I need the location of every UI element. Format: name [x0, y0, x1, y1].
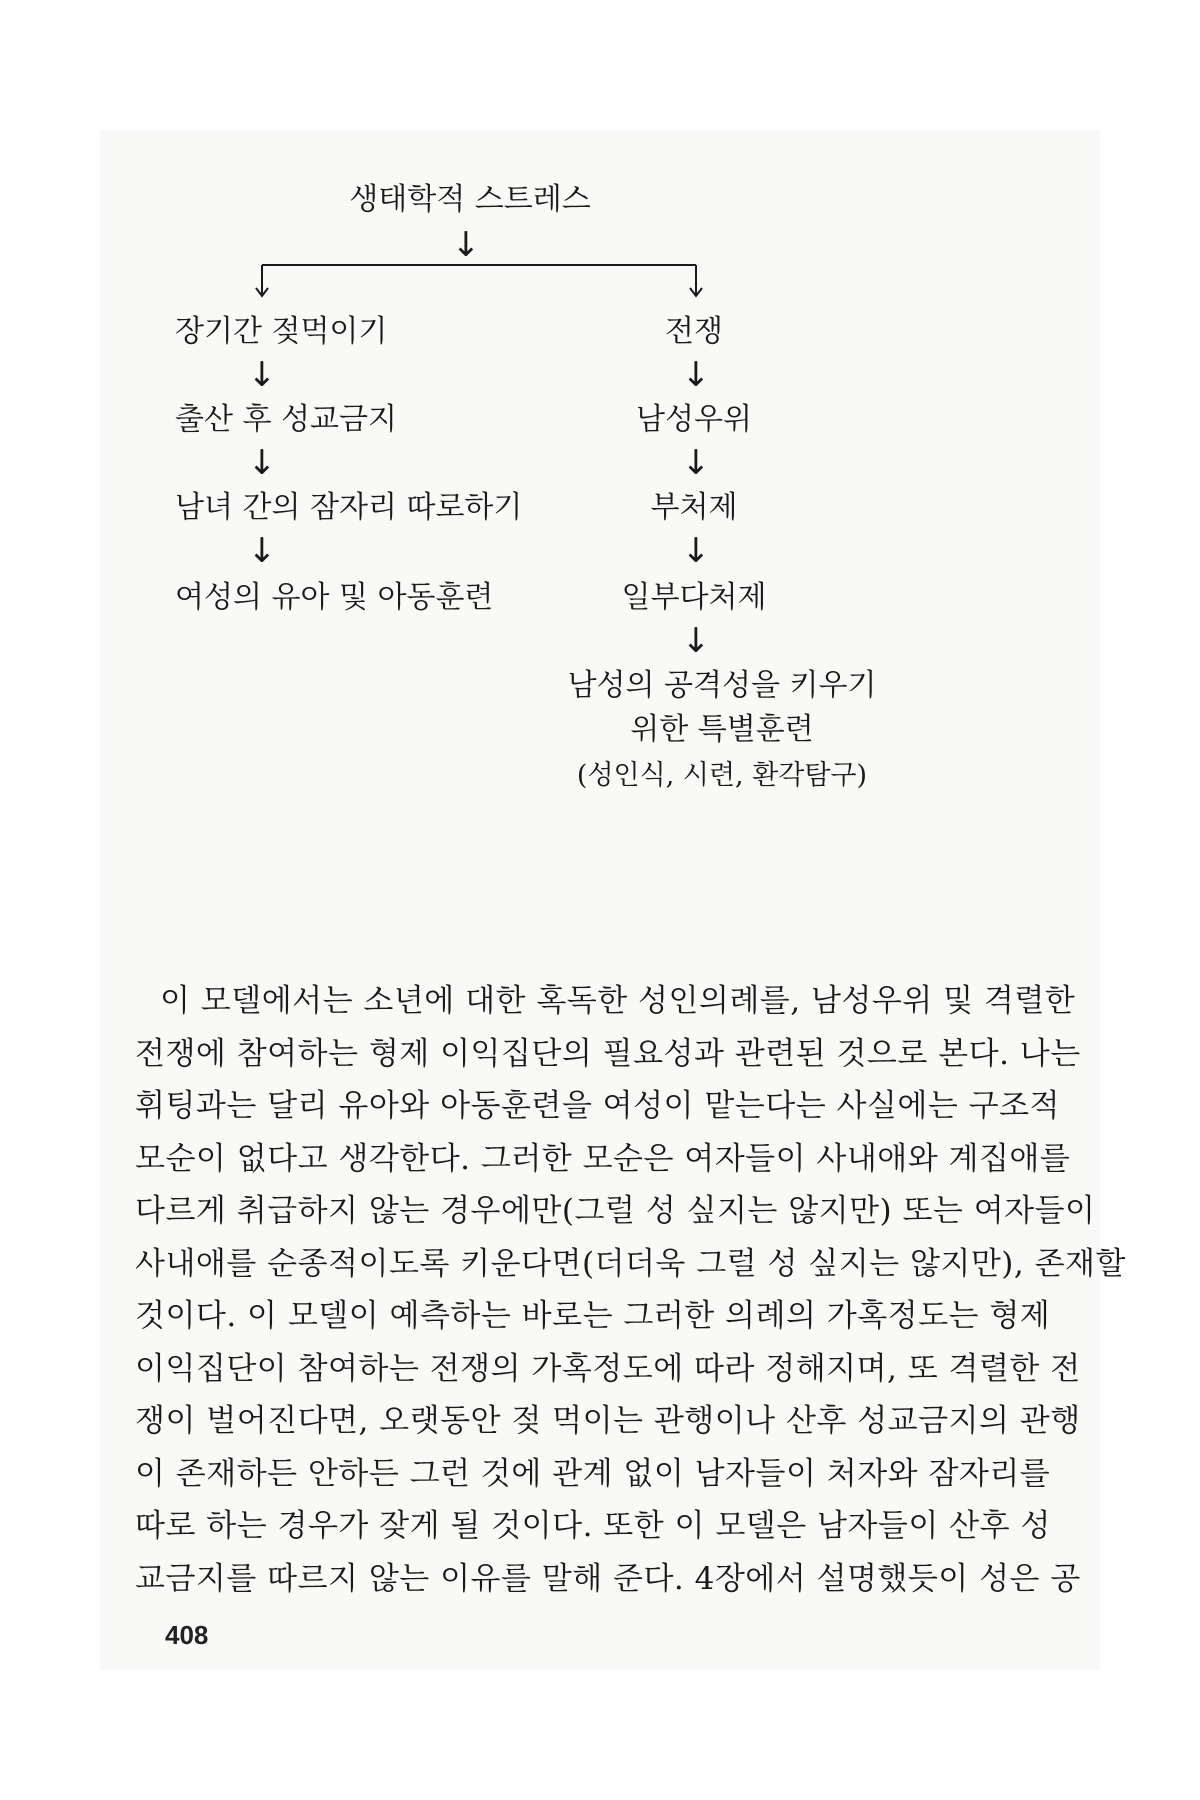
body-line: 것이다. 이 모델이 예측하는 바로는 그러한 의례의 가혹정도는 형제 [135, 1298, 1051, 1334]
body-line: 휘팅과는 달리 유아와 아동훈련을 여성이 맡는다는 사실에는 구조적 [135, 1088, 1060, 1124]
page-number: 408 [165, 1620, 209, 1650]
arrow-right-1: ↓ [681, 355, 711, 395]
arrow-right-2: ↓ [681, 443, 711, 483]
body-line: 이 존재하든 안하든 그런 것에 관계 없이 남자들이 처자와 잠자리를 [135, 1455, 1051, 1492]
body-line: 모순이 없다고 생각한다. 그러한 모순은 여자들이 사내애와 계집애를 [135, 1140, 1071, 1177]
right-node-4: 일부다처제 [621, 580, 767, 615]
right-final-line-3: (성인식, 시련, 환각탐구) [576, 760, 868, 791]
arrow-root-down: ↓ [451, 225, 481, 265]
body-line: 이익집단이 참여하는 전쟁의 가혹정도에 따라 정해지며, 또 격렬한 전 [135, 1350, 1081, 1387]
body-line: 사내애를 순종적이도록 키운다면(더더욱 그럴 성 싶지는 않지만), 존재할 [135, 1245, 1126, 1282]
body-paragraph [135, 975, 1126, 1605]
body-line: 다르게 취급하지 않는 경우에만(그럴 성 싶지는 않지만) 또는 여자들이 [135, 1193, 1096, 1229]
right-node-2: 남성우위 [636, 402, 752, 437]
body-line: 전쟁에 참여하는 형제 이익집단의 필요성과 관련된 것으로 본다. 나는 [135, 1035, 1081, 1072]
left-node-1: 장기간 젖먹이기 [175, 314, 388, 349]
body-line: 쟁이 벌어진다면, 오랫동안 젖 먹이는 관행이나 산후 성교금지의 관행 [135, 1403, 1081, 1439]
diagram-root-node: 생태학적 스트레스 [349, 182, 591, 217]
arrow-left-1: ↓ [247, 355, 277, 395]
left-node-2: 출산 후 성교금지 [175, 402, 397, 437]
body-line: 이 모델에서는 소년에 대한 혹독한 성인의례를, 남성우위 및 격렬한 [160, 983, 1076, 1019]
right-node-3: 부처제 [650, 490, 738, 525]
left-node-4: 여성의 유아 및 아동훈련 [175, 580, 494, 615]
arrow-right-4: ↓ [681, 621, 711, 661]
right-final-line-2: 위한 특별훈련 [630, 712, 814, 747]
body-line: 교금지를 따르지 않는 이유를 말해 준다. 4장에서 설명했듯이 성은 공 [135, 1560, 1081, 1597]
left-node-3: 남녀 간의 잠자리 따로하기 [175, 490, 523, 525]
right-final-line-1: 남성의 공격성을 키우기 [567, 668, 877, 703]
branch-connector [250, 258, 710, 298]
body-line: 따로 하는 경우가 잦게 될 것이다. 또한 이 모델은 남자들이 산후 성 [135, 1508, 1051, 1544]
arrow-right-3: ↓ [681, 531, 711, 571]
right-node-1: 전쟁 [665, 314, 723, 349]
arrow-left-2: ↓ [247, 443, 277, 483]
arrow-left-3: ↓ [247, 531, 277, 571]
